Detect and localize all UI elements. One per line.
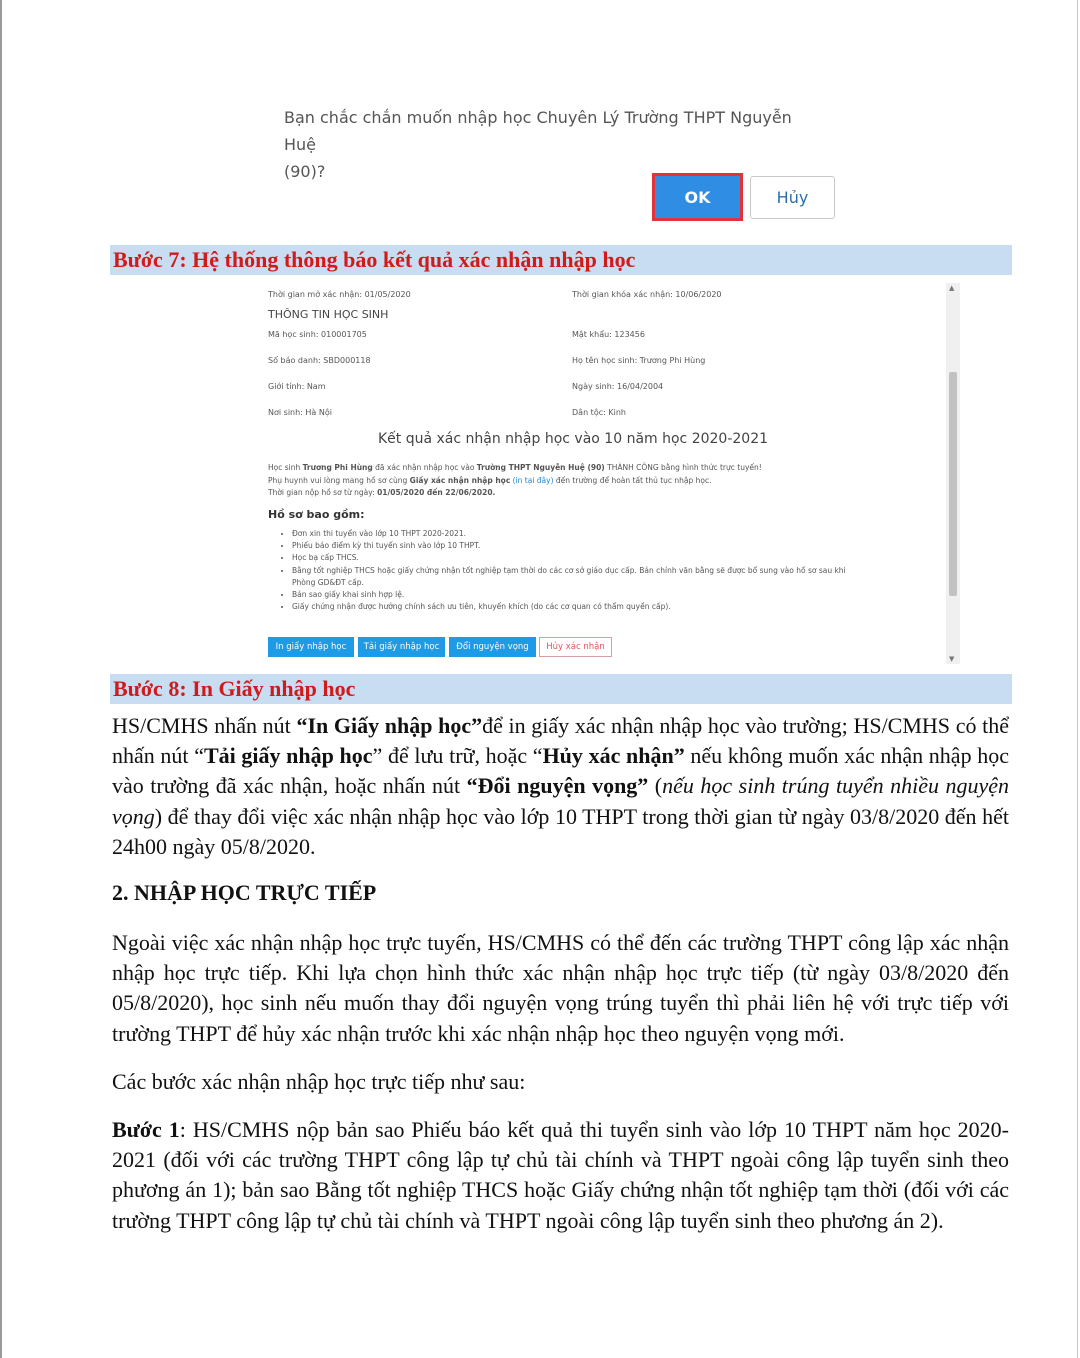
step8-download-label: Tải giấy nhập học	[203, 743, 373, 769]
list-item: • Học bạ cấp THCS.	[292, 552, 852, 564]
notice1-student-name: Trương Phi Hùng	[302, 463, 373, 472]
step8-text-g: nếu không muốn xác nhận nhập học vào trường đã xác nhận, hoặc nhấn nút	[112, 743, 1009, 799]
notice1-text-c: THÀNH CÔNG bằng hình thức trực tuyến!	[604, 463, 762, 472]
notice1-text-a: Học sinh	[268, 463, 303, 472]
step8-change-label: “Đổi nguyện vọng”	[466, 773, 649, 799]
step8-print-label: “In Giấy nhập học”	[296, 713, 483, 738]
print-here-link[interactable]: (in tại đây)	[510, 476, 554, 485]
notice2-text-c: đến trường để hoàn tất thủ tục nhập học.	[553, 476, 712, 485]
open-time: Thời gian mở xác nhận: 01/05/2020	[268, 290, 411, 299]
birth-date: Ngày sinh: 16/04/2004	[572, 382, 664, 391]
result-title: Kết quả xác nhận nhập học vào 10 năm học 2020-2021	[378, 431, 769, 447]
list-item: • Bằng tốt nghiệp THCS hoặc giấy chứng nhận tốt nghiệp tạm thời do các cơ sở giáo dục cấp. Bản chính văn bằng sẽ được bổ sung vào hồ sơ sau khi Phòng GD&ĐT cấp.	[292, 565, 852, 589]
confirm-message	[284, 104, 824, 185]
cancel-confirmation-button[interactable]: Hủy xác nhận	[539, 637, 612, 657]
password: Mật khẩu: 123456	[572, 330, 645, 339]
scrollbar-thumb[interactable]	[949, 372, 957, 596]
download-admission-button[interactable]: Tải giấy nhập học	[358, 637, 445, 657]
step8-paragraph	[112, 711, 1009, 862]
student-info-title: THÔNG TIN HỌC SINH	[268, 308, 389, 321]
ethnicity: Dân tộc: Kinh	[572, 408, 626, 417]
list-item: • Đơn xin thi tuyển vào lớp 10 THPT 2020-2021.	[292, 528, 852, 540]
page-left-edge	[0, 0, 2, 1358]
scroll-down-icon[interactable]: ▼	[949, 655, 955, 663]
step1-label: Bước 1	[112, 1117, 180, 1142]
notice1-text-b: đã xác nhận nhập học vào	[372, 463, 477, 472]
docs-list	[280, 528, 852, 613]
step8-heading: Bước 8: In Giấy nhập học	[110, 674, 1012, 704]
notice1-school: Trường THPT Nguyễn Huệ (90)	[476, 463, 605, 472]
birth-place: Nơi sinh: Hà Nội	[268, 408, 332, 417]
page-right-edge	[1077, 0, 1078, 1358]
step8-text-e: ” để lưu trữ, hoặc “	[372, 743, 543, 769]
ok-button[interactable]: OK	[652, 173, 743, 221]
step8-text-i: (	[648, 773, 663, 799]
list-item: • Phiếu báo điểm kỳ thi tuyển sinh vào lớp 10 THPT.	[292, 540, 852, 552]
notice2-text-a: Phụ huynh vui lòng mang hồ sơ cùng	[268, 476, 410, 485]
step8-text-c: để in giấy xác nhận nhập học vào trường; HS/CMHS có thể nhấn nút “	[112, 713, 1009, 769]
notice3-dates: 01/05/2020 đến 22/06/2020.	[377, 488, 496, 497]
scroll-up-icon[interactable]: ▲	[949, 284, 955, 292]
cancel-button[interactable]: Hủy	[750, 176, 835, 219]
close-time: Thời gian khóa xác nhận: 10/06/2020	[572, 290, 722, 299]
step7-heading: Bước 7: Hệ thống thông báo kết quả xác nhận nhập học	[110, 245, 1012, 275]
notice-line-1	[268, 463, 762, 472]
step8-italic-note: nếu học sinh trúng tuyển nhiều nguyện vọng	[112, 773, 1009, 829]
section2-heading: 2. NHẬP HỌC TRỰC TIẾP	[112, 880, 377, 905]
step8-cancel-label: Hủy xác nhận”	[542, 743, 685, 769]
section2-paragraph-1: Ngoài việc xác nhận nhập học trực tuyến, HS/CMHS có thể đến các trường THPT công lập xác nhận nhập học trực tiếp. Khi lựa chọn hình thức xác nhận nhập học trực tiếp (từ ngày 03/8/2020 đến 05/8/2020), học sinh nếu muốn thay đổi nguyện vọng trúng tuyển thì phải liên hệ với trực tiếp với trường THPT để hủy xác nhận trước khi xác nhận nhập học theo nguyện vọng mới.	[112, 930, 1009, 1046]
gender: Giới tính: Nam	[268, 382, 326, 391]
student-code: Mã học sinh: 010001705	[268, 330, 367, 339]
full-name: Họ tên học sinh: Trương Phi Hùng	[572, 356, 706, 365]
docs-title: Hồ sơ bao gồm:	[268, 508, 365, 521]
change-preference-button[interactable]: Đổi nguyện vọng	[449, 637, 536, 657]
step8-text-k: ) để thay đổi việc xác nhận nhập học vào lớp 10 THPT trong thời gian từ ngày 03/8/2020 đến hết 24h00 ngày 05/8/2020.	[112, 803, 1009, 859]
confirm-message-line1: Bạn chắc chắn muốn nhập học Chuyên Lý Trường THPT Nguyễn Huệ	[284, 108, 792, 154]
notice3-text-a: Thời gian nộp hồ sơ từ ngày:	[268, 488, 378, 497]
step1-text: : HS/CMHS nộp bản sao Phiếu báo kết quả thi tuyển sinh vào lớp 10 THPT năm học 2020-2021 (đối với các trường THPT công lập tự chủ tài chính và THPT ngoài công lập tuyển sinh theo phương án 1); bản sao Bằng tốt nghiệp THCS hoặc Giấy chứng nhận tốt nghiệp tạm thời (đối với các trường THPT công lập tự chủ tài chính và THPT ngoài công lập tuyển sinh theo phương án 2).	[112, 1117, 1009, 1233]
candidate-number: Số báo danh: SBD000118	[268, 356, 371, 365]
notice-line-2	[268, 476, 712, 485]
print-admission-button[interactable]: In giấy nhập học	[268, 637, 354, 657]
notice2-bold: Giấy xác nhận nhập học	[409, 476, 511, 485]
list-item: • Bản sao giấy khai sinh hợp lệ.	[292, 589, 852, 601]
section2-paragraph-2: Các bước xác nhận nhập học trực tiếp như sau:	[112, 1069, 526, 1094]
section2-paragraph-3	[112, 1115, 1009, 1236]
step8-text-a: HS/CMHS nhấn nút	[112, 713, 297, 738]
list-item: • Giấy chứng nhận được hưởng chính sách ưu tiên, khuyến khích (do các cơ quan có thẩm quyền cấp).	[292, 601, 852, 613]
notice-line-3	[268, 488, 495, 497]
confirm-message-line2: (90)?	[284, 162, 326, 181]
